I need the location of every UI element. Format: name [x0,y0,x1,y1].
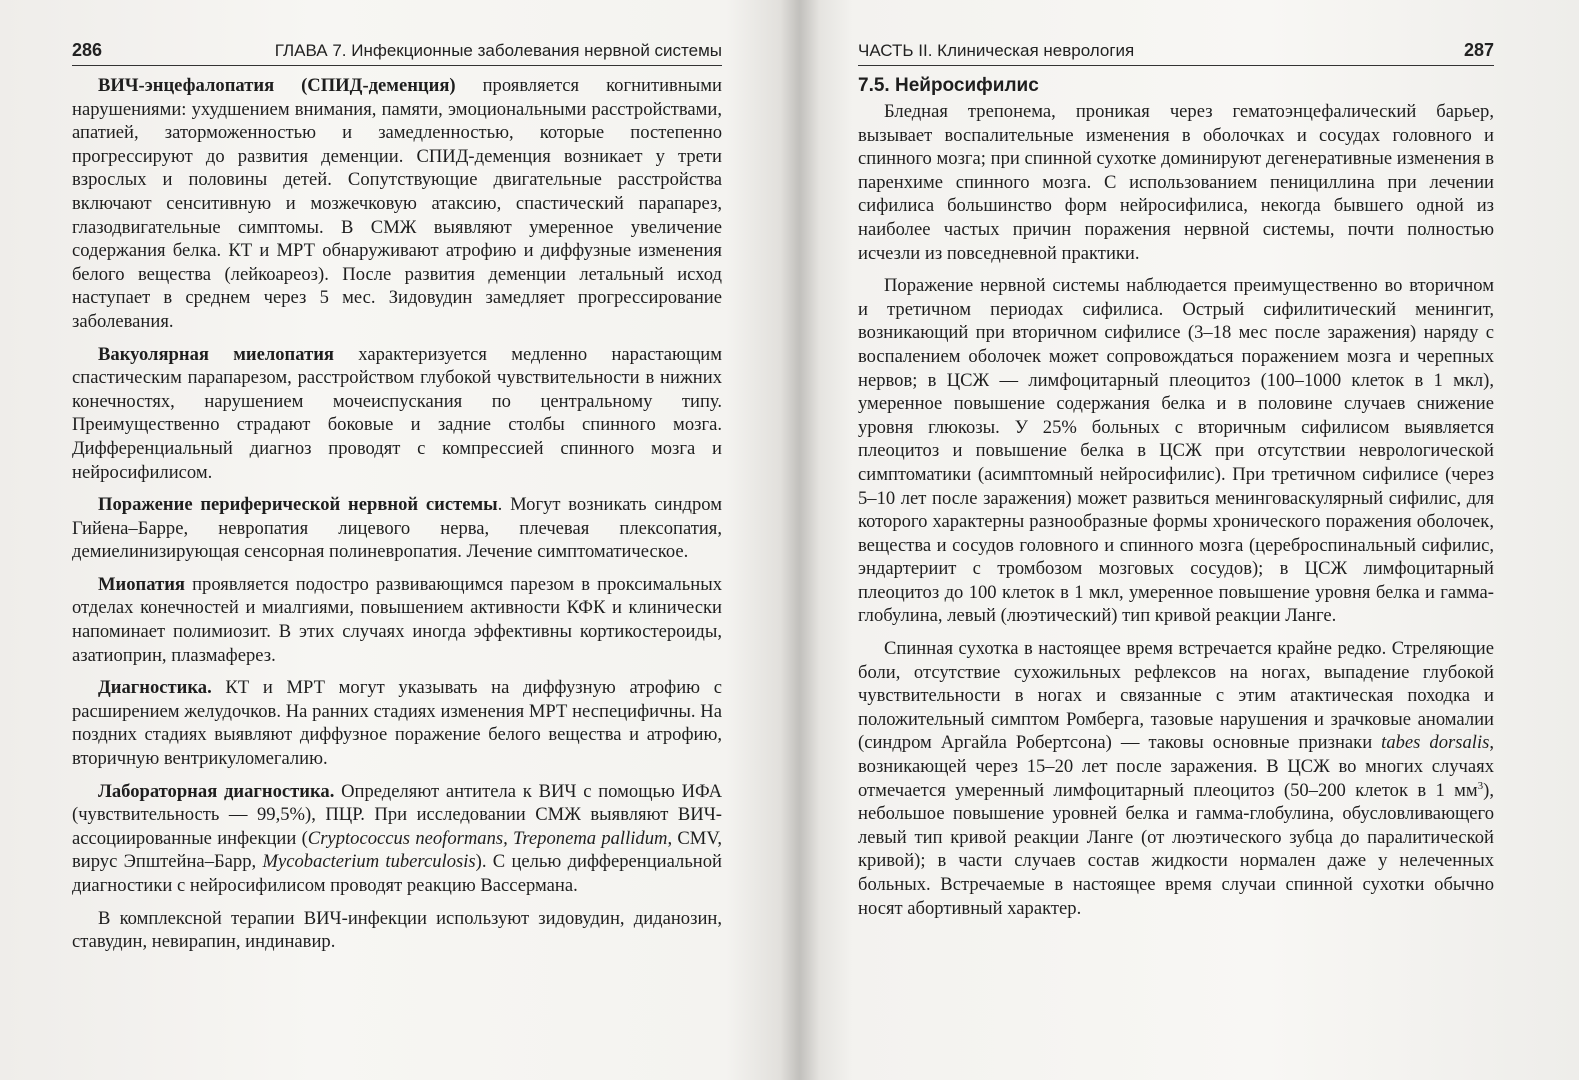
paragraph-text: проявляется когнитивными нарушениями: ухудшением внимания, памяти, эмоциональными расстройствами, апатией, заторможенностью и замедленностью, которые постепенно прогрессируют до развития деменции. СПИД-деменция возникает у трети взрослых и половины детей. Сопутствующие двигательные расстройства включают сенситивную и мозжечковую атаксию, спастический парапарез, глазодвигательные симптомы. В СМЖ выявляют умеренное увеличение содержания белка. КТ и МРТ обнаруживают атрофию и диффузные изменения белого вещества (лейкоареоз). После развития деменции летальный исход наступает в среднем через 5 мес. Зидовудин замедляет прогрессирование заболевания. [72,75,722,332]
italic-text: Mycobacterium tuberculosis [262,851,476,873]
paragraph-peripheral-nervous-system [72,493,722,564]
paragraph-myopathy [72,573,722,667]
paragraph-tabes-dorsalis [858,637,1494,920]
paragraph-text: Определяют антитела к ВИЧ с помощью ИФА (чувствительность — 99,5%), ПЦР. При исследовании СМЖ выявляют ВИЧ-ассоциированные инфекции ( [72,780,723,849]
paragraph-text: КТ и МРТ могут указывать на диффузную атрофию с расширением желудочков. На ранних стадиях изменения МРТ неспецифичны. На поздних стадиях выявляют диффузное поражение белого вещества и атрофию, вторичную вентрикуломегалию. [72,677,722,770]
term: Диагностика. [98,677,212,699]
paragraph-text: . Могут возникать синдром Гийена–Барре, невропатия лицевого нерва, плечевая плексопатия, демиелинизирующая сенсорная полиневропатия. Лечение симптоматическое. [72,494,722,563]
paragraph-diagnostics [72,676,722,770]
left-running-title: ГЛАВА 7. Инфекционные заболевания нервной системы [274,41,722,60]
left-page-body [72,74,722,954]
right-page-number: 287 [1463,40,1494,60]
paragraph-hiv-encephalopathy [72,74,722,334]
section-title: 7.5. Нейросифилис [858,75,1039,96]
paragraph-vacuolar-myelopathy [72,343,722,485]
italic-text: tabes dorsalis [1381,732,1490,754]
paragraph-text: характеризуется медленно нарастающим спастическим парапарезом, расстройством глубокой чувствительности в нижних конечностях, нарушением мочеиспускания по центральному типу. Преимущественно страдают боковые и задние столбы спинного мозга. Дифференциальный диагноз проводят с компрессией спинного мозга и нейросифилисом. [72,343,722,483]
term: Миопатия [98,573,185,595]
left-page-header [72,40,722,66]
left-page-number: 286 [72,40,103,60]
paragraph-text: ), небольшое повышение уровней белка и гамма-глобулина, обусловливающего левый тип кривой реакции Ланге (от люэтического зубца до паралитической кривой); в части случаев состав жидкости нормален даже у нелеченных больных. Встречаемые в настоящее время случаи спинной сухотки обычно носят абортивный характер. [858,779,1494,919]
right-page-header [858,40,1494,66]
paragraph-therapy: В комплексной терапии ВИЧ-инфекции используют зидовудин, диданозин, ставудин, невирапин, индинавир. [72,907,722,953]
paragraph-neurosyphilis-intro: Бледная трепонема, проникая через гематоэнцефалический барьер, вызывает воспалительные изменения в оболочках и сосудах головного и спинного мозга; при спинной сухотке доминируют дегенеративные изменения в паренхиме спинного мозга. С использованием пенициллина при лечении сифилиса большинство форм нейросифилиса, некогда бывшего одной из наиболее частых причин поражения нервной системы, почти полностью исчезли из повседневной практики. [858,101,1494,264]
right-page [818,0,1579,1080]
paragraph-text: ). С целью дифференциальной диагностики с нейросифилисом проводят реакцию Вассермана. [72,851,723,896]
paragraph-neurosyphilis-periods: Поражение нервной системы наблюдается преимущественно во вторичном и третичном периодах сифилиса. Острый сифилитический менингит, возникающий при вторичном сифилисе (3–18 мес после заражения) наряду с воспалением оболочек может сопровождаться поражением мозга и черепных нервов; в ЦСЖ — лимфоцитарный плеоцитоз (100–1000 клеток в 1 мкл), умеренное повышение содержания белка и в половине случаев снижение уровня глюкозы. У 25% больных с вторичным сифилисом выявляется плеоцитоз и повышение белка в ЦСЖ при отсутствии неврологической симптоматики (асимптомный нейросифилис). При третичном сифилисе (через 5–10 лет после заражения) может развиться менинговаскулярный сифилис, для которого характерны разнообразные формы хронического поражения оболочек, вещества и сосудов головного и спинного мозга (цереброспинальный сифилис, эндартериит с тромбозом мозговых сосудов); в ЦСЖ лимфоцитарный плеоцитоз до 100 клеток в 1 мкл, умеренное повышение уровня белка и гамма-глобулина, левый (люэтический) тип кривой реакции Ланге. [858,275,1494,627]
right-running-title: ЧАСТЬ II. Клиническая неврология [858,41,1135,60]
paragraph-text: Спинная сухотка в настоящее время встречается крайне редко. Стреляющие боли, отсутствие сухожильных рефлексов на ногах, выпадение глубокой чувствительности в ногах и связанные с этим атактическая походка и положительный симптом Ромберга, тазовые нарушения и зрачковые аномалии (синдром Аргайла Робертсона) — таковы основные признаки [858,638,1494,754]
term: Вакуолярная миелопатия [98,343,334,365]
right-page-body [858,74,1494,920]
paragraph-text: , возникающей через 15–20 лет после заражения. В ЦСЖ во многих случаях отмечается умеренный лимфоцитарный плеоцитоз (50–200 клеток в 1 мм [858,732,1494,801]
superscript: 3 [1477,779,1484,792]
paragraph-text: , CMV, вирус Эпштейна–Барр, [72,827,723,873]
italic-text: Cryptococcus neoformans, Treponema pallidum [307,827,668,849]
term: Поражение периферической нервной системы [98,494,498,516]
term: Лабораторная диагностика. [98,780,335,802]
paragraph-lab-diagnostics [72,780,722,898]
term: ВИЧ-энцефалопатия (СПИД-деменция) [98,75,456,96]
paragraph-text: проявляется подостро развивающимся парезом в проксимальных отделах конечностей и миалгиями, повышением активности КФК и клинически напоминает полимиозит. В этих случаях иногда эффективны кортикостероиды, азатиоприн, плазмаферез. [72,573,722,666]
